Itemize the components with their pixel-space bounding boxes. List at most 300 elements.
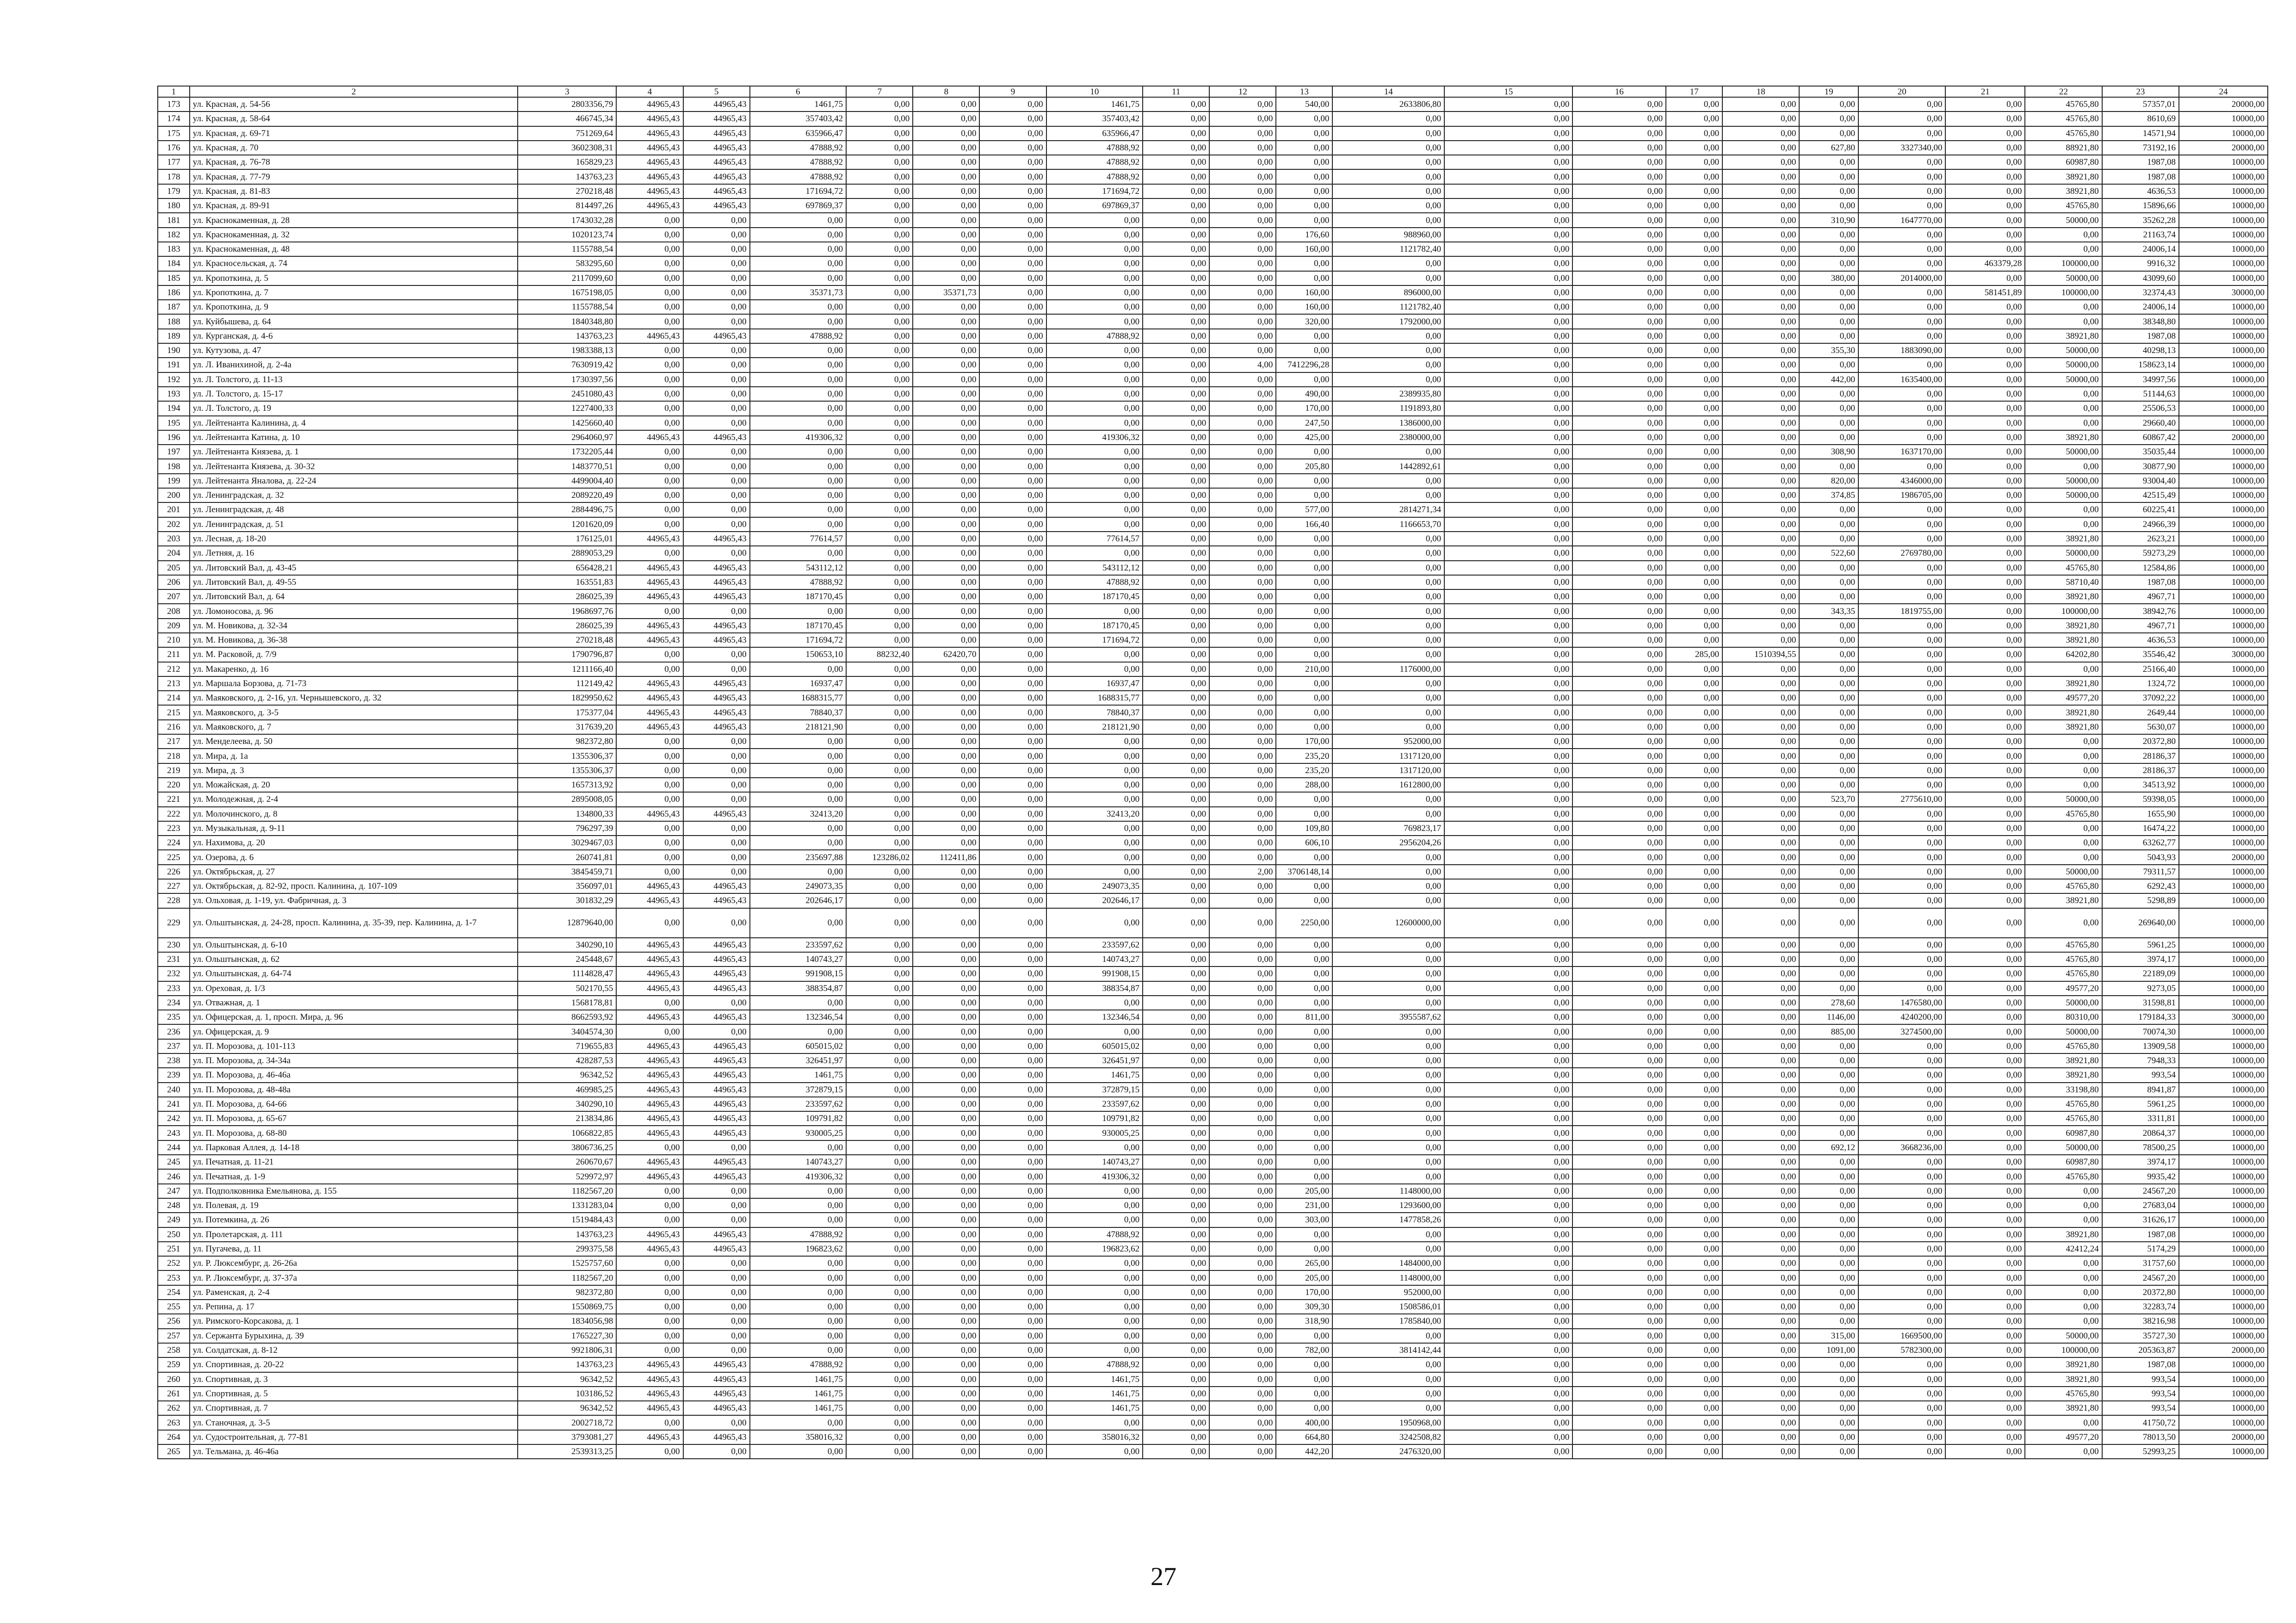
- value-cell: 0,00: [1572, 198, 1666, 213]
- value-cell: 12600000,00: [1332, 908, 1444, 938]
- value-cell: 0,00: [1722, 720, 1799, 734]
- value-cell: 0,00: [1276, 879, 1332, 893]
- value-cell: 44965,43: [683, 198, 750, 213]
- value-cell: 45765,80: [2025, 879, 2102, 893]
- value-cell: 0,00: [1572, 343, 1666, 358]
- value-cell: 0,00: [1209, 676, 1276, 691]
- value-cell: 0,00: [1945, 459, 2025, 473]
- table-row: [158, 1242, 2268, 1256]
- value-cell: 44965,43: [683, 1227, 750, 1242]
- value-cell: 664,80: [1276, 1430, 1332, 1444]
- value-cell: 0,00: [913, 589, 979, 604]
- value-cell: 0,00: [1722, 416, 1799, 430]
- value-cell: 0,00: [979, 836, 1046, 850]
- value-cell: 0,00: [1046, 502, 1143, 517]
- value-cell: 0,00: [1666, 619, 1722, 633]
- value-cell: 0,00: [1209, 1387, 1276, 1401]
- value-cell: 0,00: [846, 1155, 913, 1169]
- value-cell: 1635400,00: [1858, 372, 1946, 387]
- value-cell: 44965,43: [683, 1430, 750, 1444]
- value-cell: 2089220,49: [518, 488, 616, 502]
- value-cell: 0,00: [913, 1227, 979, 1242]
- value-cell: 0,00: [1572, 1068, 1666, 1082]
- value-cell: 0,00: [1572, 329, 1666, 343]
- value-cell: 132346,54: [750, 1010, 846, 1024]
- value-cell: 0,00: [683, 647, 750, 662]
- value-cell: 10000,00: [2179, 198, 2268, 213]
- row-number: 183: [158, 242, 190, 256]
- value-cell: 0,00: [683, 488, 750, 502]
- value-cell: 0,00: [1858, 662, 1946, 676]
- value-cell: 10000,00: [2179, 1169, 2268, 1183]
- value-cell: 2775610,00: [1858, 792, 1946, 806]
- value-cell: 0,00: [1209, 416, 1276, 430]
- value-cell: 0,00: [1444, 1314, 1572, 1328]
- value-cell: 0,00: [846, 228, 913, 242]
- address-cell: ул. Лейтенанта Катина, д. 10: [190, 430, 518, 445]
- value-cell: 0,00: [913, 1444, 979, 1459]
- value-cell: 0,00: [1444, 1010, 1572, 1024]
- value-cell: 0,00: [913, 938, 979, 952]
- value-cell: 0,00: [683, 228, 750, 242]
- value-cell: 10000,00: [2179, 1415, 2268, 1430]
- value-cell: 10000,00: [2179, 1213, 2268, 1227]
- value-cell: 0,00: [846, 1039, 913, 1053]
- value-cell: 0,00: [1444, 474, 1572, 488]
- value-cell: 0,00: [1276, 256, 1332, 271]
- value-cell: 605015,02: [750, 1039, 846, 1053]
- value-cell: 0,00: [1209, 1415, 1276, 1430]
- value-cell: 0,00: [616, 1184, 683, 1198]
- value-cell: 0,00: [2025, 749, 2102, 763]
- value-cell: 10000,00: [2179, 763, 2268, 778]
- value-cell: 1968697,76: [518, 604, 616, 618]
- row-number: 216: [158, 720, 190, 734]
- value-cell: 0,00: [1945, 575, 2025, 589]
- value-cell: 627,80: [1799, 141, 1858, 155]
- value-cell: 0,00: [1332, 1357, 1444, 1372]
- value-cell: 0,00: [1799, 300, 1858, 314]
- value-cell: 0,00: [1276, 676, 1332, 691]
- table-row: [158, 184, 2268, 198]
- value-cell: 47888,92: [750, 1357, 846, 1372]
- value-cell: 0,00: [1799, 242, 1858, 256]
- value-cell: 0,00: [1799, 358, 1858, 372]
- value-cell: 0,00: [1276, 329, 1332, 343]
- value-cell: 0,00: [1276, 996, 1332, 1010]
- value-cell: 0,00: [1722, 1184, 1799, 1198]
- value-cell: 0,00: [1143, 416, 1209, 430]
- row-number: 206: [158, 575, 190, 589]
- value-cell: 0,00: [1945, 1242, 2025, 1256]
- value-cell: 0,00: [1572, 1372, 1666, 1387]
- value-cell: 0,00: [1572, 662, 1666, 676]
- value-cell: 158623,14: [2102, 358, 2179, 372]
- value-cell: 0,00: [913, 314, 979, 328]
- row-number: 179: [158, 184, 190, 198]
- value-cell: 0,00: [1332, 1140, 1444, 1155]
- row-number: 203: [158, 532, 190, 546]
- value-cell: 0,00: [1572, 1213, 1666, 1227]
- value-cell: 0,00: [1046, 459, 1143, 473]
- value-cell: 0,00: [683, 734, 750, 749]
- value-cell: 0,00: [1722, 184, 1799, 198]
- value-cell: 44965,43: [683, 1053, 750, 1068]
- value-cell: 372879,15: [1046, 1083, 1143, 1097]
- table-row: [158, 271, 2268, 285]
- value-cell: 0,00: [1945, 502, 2025, 517]
- value-cell: 44965,43: [616, 981, 683, 996]
- value-cell: 38921,80: [2025, 184, 2102, 198]
- row-number: 177: [158, 155, 190, 169]
- value-cell: 1785840,00: [1332, 1314, 1444, 1328]
- value-cell: 0,00: [1444, 705, 1572, 719]
- value-cell: 0,00: [1332, 1053, 1444, 1068]
- value-cell: 8610,69: [2102, 112, 2179, 126]
- value-cell: 0,00: [979, 314, 1046, 328]
- value-cell: 45765,80: [2025, 97, 2102, 112]
- value-cell: 31626,17: [2102, 1213, 2179, 1227]
- value-cell: 0,00: [1143, 343, 1209, 358]
- value-cell: 0,00: [750, 908, 846, 938]
- address-cell: ул. Лейтенанта Князева, д. 30-32: [190, 459, 518, 473]
- value-cell: 0,00: [1046, 1024, 1143, 1039]
- value-cell: 0,00: [1046, 546, 1143, 560]
- value-cell: 0,00: [1143, 1270, 1209, 1285]
- value-cell: 247,50: [1276, 416, 1332, 430]
- value-cell: 0,00: [750, 256, 846, 271]
- value-cell: 50000,00: [2025, 546, 2102, 560]
- row-number: 233: [158, 981, 190, 996]
- value-cell: 44965,43: [616, 575, 683, 589]
- value-cell: 0,00: [1209, 1314, 1276, 1328]
- address-cell: ул. Октябрьская, д. 82-92, просп. Калинина, д. 107-109: [190, 879, 518, 893]
- value-cell: 47888,92: [1046, 1357, 1143, 1372]
- value-cell: 5298,89: [2102, 893, 2179, 908]
- row-number: 174: [158, 112, 190, 126]
- value-cell: 0,00: [846, 763, 913, 778]
- value-cell: 0,00: [1143, 213, 1209, 227]
- value-cell: 0,00: [1332, 358, 1444, 372]
- value-cell: 0,00: [683, 358, 750, 372]
- value-cell: 0,00: [1722, 430, 1799, 445]
- value-cell: 0,00: [846, 807, 913, 821]
- row-number: 252: [158, 1256, 190, 1270]
- value-cell: 78840,37: [750, 705, 846, 719]
- value-cell: 0,00: [846, 532, 913, 546]
- value-cell: 44965,43: [683, 155, 750, 169]
- value-cell: 0,00: [1722, 285, 1799, 300]
- value-cell: 0,00: [979, 1097, 1046, 1111]
- value-cell: 0,00: [1332, 938, 1444, 952]
- value-cell: 0,00: [1143, 387, 1209, 401]
- value-cell: 0,00: [846, 908, 913, 938]
- table-row: [158, 1198, 2268, 1213]
- value-cell: 0,00: [1276, 720, 1332, 734]
- value-cell: 0,00: [1143, 256, 1209, 271]
- value-cell: 0,00: [1332, 445, 1444, 459]
- table-row: [158, 1184, 2268, 1198]
- value-cell: 0,00: [1572, 836, 1666, 850]
- value-cell: 0,00: [1143, 705, 1209, 719]
- address-cell: ул. Лейтенанта Калинина, д. 4: [190, 416, 518, 430]
- value-cell: 0,00: [846, 691, 913, 705]
- value-cell: 0,00: [1276, 619, 1332, 633]
- value-cell: 0,00: [1332, 112, 1444, 126]
- value-cell: 0,00: [1722, 850, 1799, 864]
- address-cell: ул. Красная, д. 89-91: [190, 198, 518, 213]
- value-cell: 0,00: [1858, 1300, 1946, 1314]
- value-cell: 2014000,00: [1858, 271, 1946, 285]
- value-cell: 0,00: [1143, 1285, 1209, 1300]
- table-row: [158, 836, 2268, 850]
- value-cell: 0,00: [1799, 1213, 1858, 1227]
- value-cell: 0,00: [1572, 575, 1666, 589]
- value-cell: 0,00: [1666, 1227, 1722, 1242]
- value-cell: 0,00: [1945, 1140, 2025, 1155]
- value-cell: 0,00: [1444, 97, 1572, 112]
- value-cell: 44965,43: [616, 807, 683, 821]
- value-cell: 0,00: [1666, 213, 1722, 227]
- value-cell: 0,00: [1858, 749, 1946, 763]
- table-row: [158, 865, 2268, 879]
- table-row: [158, 734, 2268, 749]
- value-cell: 0,00: [1046, 734, 1143, 749]
- column-number: 17: [1666, 86, 1722, 97]
- value-cell: 10000,00: [2179, 401, 2268, 415]
- value-cell: 0,00: [846, 966, 913, 981]
- value-cell: 0,00: [1722, 1270, 1799, 1285]
- value-cell: 0,00: [1209, 938, 1276, 952]
- value-cell: 428287,53: [518, 1053, 616, 1068]
- value-cell: 63262,77: [2102, 836, 2179, 850]
- table-row: [158, 430, 2268, 445]
- value-cell: 0,00: [1143, 676, 1209, 691]
- value-cell: 0,00: [1143, 952, 1209, 966]
- row-number: 186: [158, 285, 190, 300]
- table-row: [158, 445, 2268, 459]
- value-cell: 0,00: [2025, 387, 2102, 401]
- value-cell: 44965,43: [683, 1068, 750, 1082]
- value-cell: 0,00: [846, 1415, 913, 1430]
- value-cell: 44965,43: [683, 893, 750, 908]
- row-number: 244: [158, 1140, 190, 1155]
- value-cell: 0,00: [1209, 1184, 1276, 1198]
- column-number: 5: [683, 86, 750, 97]
- value-cell: 0,00: [1799, 430, 1858, 445]
- value-cell: 0,00: [1444, 517, 1572, 532]
- value-cell: 0,00: [1276, 1357, 1332, 1372]
- value-cell: 0,00: [979, 1155, 1046, 1169]
- value-cell: 0,00: [846, 459, 913, 473]
- value-cell: 10000,00: [2179, 271, 2268, 285]
- row-number: 185: [158, 271, 190, 285]
- value-cell: 0,00: [1858, 285, 1946, 300]
- value-cell: 44965,43: [683, 532, 750, 546]
- row-number: 246: [158, 1169, 190, 1183]
- value-cell: 0,00: [1143, 198, 1209, 213]
- table-row: [158, 228, 2268, 242]
- value-cell: 0,00: [1209, 662, 1276, 676]
- value-cell: 0,00: [1209, 1155, 1276, 1169]
- value-cell: 0,00: [1572, 1140, 1666, 1155]
- value-cell: 0,00: [1332, 184, 1444, 198]
- value-cell: 0,00: [1209, 879, 1276, 893]
- value-cell: 3706148,14: [1276, 865, 1332, 879]
- value-cell: 0,00: [1666, 734, 1722, 749]
- value-cell: 45765,80: [2025, 1387, 2102, 1401]
- value-cell: 29660,40: [2102, 416, 2179, 430]
- value-cell: 0,00: [846, 938, 913, 952]
- value-cell: 0,00: [1572, 1111, 1666, 1126]
- value-cell: 0,00: [1444, 416, 1572, 430]
- value-cell: 0,00: [616, 996, 683, 1010]
- value-cell: 0,00: [913, 575, 979, 589]
- row-number: 198: [158, 459, 190, 473]
- value-cell: 0,00: [1572, 604, 1666, 618]
- value-cell: 50000,00: [2025, 372, 2102, 387]
- value-cell: 20000,00: [2179, 430, 2268, 445]
- value-cell: 35727,30: [2102, 1329, 2179, 1343]
- value-cell: 0,00: [1276, 372, 1332, 387]
- value-cell: 1176000,00: [1332, 662, 1444, 676]
- value-cell: 0,00: [1858, 1314, 1946, 1328]
- table-row: [158, 879, 2268, 893]
- table-row: [158, 141, 2268, 155]
- value-cell: 93004,40: [2102, 474, 2179, 488]
- value-cell: 10000,00: [2179, 459, 2268, 473]
- value-cell: 10000,00: [2179, 546, 2268, 560]
- value-cell: 490,00: [1276, 387, 1332, 401]
- value-cell: 317639,20: [518, 720, 616, 734]
- value-cell: 2389935,80: [1332, 387, 1444, 401]
- value-cell: 9273,05: [2102, 981, 2179, 996]
- value-cell: 0,00: [1722, 329, 1799, 343]
- value-cell: 0,00: [1046, 285, 1143, 300]
- value-cell: 0,00: [846, 213, 913, 227]
- value-cell: 0,00: [1945, 445, 2025, 459]
- value-cell: 0,00: [846, 1444, 913, 1459]
- value-cell: 0,00: [1444, 1270, 1572, 1285]
- value-cell: 0,00: [1666, 517, 1722, 532]
- value-cell: 44965,43: [683, 720, 750, 734]
- value-cell: 0,00: [1143, 271, 1209, 285]
- table-row: [158, 821, 2268, 836]
- address-cell: ул. Красная, д. 69-71: [190, 126, 518, 141]
- value-cell: 0,00: [913, 1343, 979, 1357]
- value-cell: 3404574,30: [518, 1024, 616, 1039]
- value-cell: 0,00: [1858, 459, 1946, 473]
- table-row: [158, 1415, 2268, 1430]
- value-cell: 326451,97: [750, 1053, 846, 1068]
- value-cell: 0,00: [1722, 502, 1799, 517]
- value-cell: 0,00: [1444, 502, 1572, 517]
- value-cell: 44965,43: [616, 141, 683, 155]
- value-cell: 0,00: [1858, 1039, 1946, 1053]
- value-cell: 166,40: [1276, 517, 1332, 532]
- value-cell: 0,00: [913, 1270, 979, 1285]
- value-cell: 0,00: [1143, 502, 1209, 517]
- value-cell: 0,00: [1722, 763, 1799, 778]
- value-cell: 0,00: [1046, 474, 1143, 488]
- value-cell: 0,00: [1666, 416, 1722, 430]
- row-number: 224: [158, 836, 190, 850]
- value-cell: 0,00: [1666, 1430, 1722, 1444]
- value-cell: 0,00: [1209, 850, 1276, 864]
- value-cell: 0,00: [1722, 1111, 1799, 1126]
- address-cell: ул. Макаренко, д. 16: [190, 662, 518, 676]
- value-cell: 0,00: [1332, 213, 1444, 227]
- value-cell: 0,00: [846, 285, 913, 300]
- value-cell: 0,00: [2025, 517, 2102, 532]
- table-row: [158, 676, 2268, 691]
- value-cell: 0,00: [1572, 1083, 1666, 1097]
- value-cell: 0,00: [1444, 184, 1572, 198]
- value-cell: 0,00: [683, 1256, 750, 1270]
- value-cell: 0,00: [1046, 271, 1143, 285]
- address-cell: ул. Пролетарская, д. 111: [190, 1227, 518, 1242]
- value-cell: 35262,28: [2102, 213, 2179, 227]
- value-cell: 38348,80: [2102, 314, 2179, 328]
- value-cell: 0,00: [1945, 792, 2025, 806]
- value-cell: 0,00: [1666, 198, 1722, 213]
- row-number: 225: [158, 850, 190, 864]
- value-cell: 0,00: [1143, 1444, 1209, 1459]
- value-cell: 0,00: [1209, 488, 1276, 502]
- value-cell: 1483770,51: [518, 459, 616, 473]
- value-cell: 0,00: [846, 633, 913, 647]
- value-cell: 0,00: [1572, 1024, 1666, 1039]
- value-cell: 0,00: [1444, 141, 1572, 155]
- value-cell: 1883090,00: [1858, 343, 1946, 358]
- value-cell: 0,00: [616, 1444, 683, 1459]
- value-cell: 0,00: [1276, 647, 1332, 662]
- value-cell: 0,00: [1945, 589, 2025, 604]
- value-cell: 0,00: [913, 705, 979, 719]
- value-cell: 0,00: [1209, 705, 1276, 719]
- value-cell: 0,00: [1722, 981, 1799, 996]
- value-cell: 1987,08: [2102, 575, 2179, 589]
- value-cell: 0,00: [1858, 778, 1946, 792]
- value-cell: 1688315,77: [1046, 691, 1143, 705]
- value-cell: 0,00: [1143, 1111, 1209, 1126]
- column-number: 3: [518, 86, 616, 97]
- value-cell: 0,00: [1444, 1184, 1572, 1198]
- value-cell: 0,00: [1572, 416, 1666, 430]
- value-cell: 326451,97: [1046, 1053, 1143, 1068]
- value-cell: 0,00: [1858, 908, 1946, 938]
- value-cell: 0,00: [1444, 314, 1572, 328]
- value-cell: 303,00: [1276, 1213, 1332, 1227]
- value-cell: 2814271,34: [1332, 502, 1444, 517]
- address-cell: ул. П. Морозова, д. 64-66: [190, 1097, 518, 1111]
- value-cell: 0,00: [1209, 445, 1276, 459]
- value-cell: 0,00: [1332, 343, 1444, 358]
- value-cell: 0,00: [1858, 155, 1946, 169]
- value-cell: 0,00: [1722, 734, 1799, 749]
- value-cell: 44965,43: [616, 952, 683, 966]
- value-cell: 0,00: [616, 1343, 683, 1357]
- value-cell: 0,00: [1572, 300, 1666, 314]
- value-cell: 0,00: [913, 459, 979, 473]
- value-cell: 0,00: [1209, 763, 1276, 778]
- value-cell: 0,00: [979, 996, 1046, 1010]
- row-number: 221: [158, 792, 190, 806]
- value-cell: 811,00: [1276, 1010, 1332, 1024]
- value-cell: 0,00: [1945, 1300, 2025, 1314]
- value-cell: 0,00: [913, 198, 979, 213]
- value-cell: 0,00: [1444, 169, 1572, 184]
